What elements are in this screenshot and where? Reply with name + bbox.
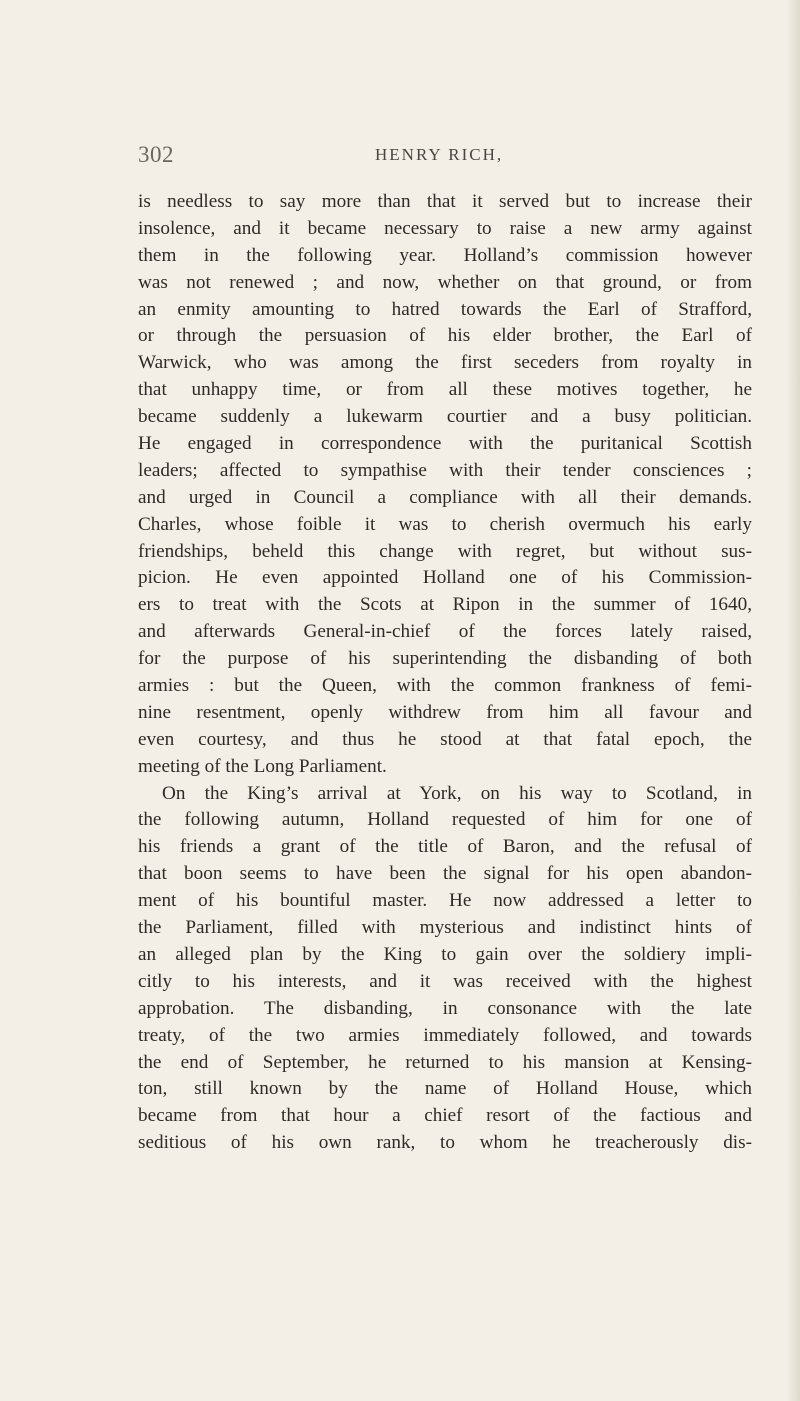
page-number: 302 xyxy=(138,142,174,167)
text-line: treaty, of the two armies immediately followed, and towards xyxy=(138,1024,752,1046)
text-line: He engaged in correspondence with the puritanical Scottish xyxy=(138,433,752,455)
page-header xyxy=(138,142,752,172)
text-line: for the purpose of his superintending the disbanding of both xyxy=(138,648,752,670)
text-line: Warwick, who was among the first seceders from royalty in xyxy=(138,352,752,374)
text-line: ment of his bountiful master. He now addressed a letter to xyxy=(138,890,752,912)
text-line: that unhappy time, or from all these motives together, he xyxy=(138,379,752,401)
running-head: HENRY RICH, xyxy=(375,145,504,164)
text-line: the end of September, he returned to his mansion at Kensing- xyxy=(138,1051,752,1073)
text-line: the following autumn, Holland requested of him for one of xyxy=(138,809,752,831)
text-line: them in the following year. Holland’s commission however xyxy=(138,244,752,266)
text-line: approbation. The disbanding, in consonance with the late xyxy=(138,997,752,1019)
text-line: friendships, beheld this change with regret, but without sus- xyxy=(138,540,752,562)
text-line: was not renewed ; and now, whether on that ground, or from xyxy=(138,271,752,293)
text-line: or through the persuasion of his elder brother, the Earl of xyxy=(138,325,752,347)
text-line: citly to his interests, and it was received with the highest xyxy=(138,970,752,992)
text-line: On the King’s arrival at York, on his way to Scotland, in xyxy=(162,782,752,804)
text-line: is needless to say more than that it served but to increase their xyxy=(138,191,752,212)
text-line: ton, still known by the name of Holland House, which xyxy=(138,1078,752,1100)
text-line: an alleged plan by the King to gain over the soldiery impli- xyxy=(138,943,752,965)
body-text xyxy=(138,189,752,1157)
text-line: armies : but the Queen, with the common frankness of femi- xyxy=(138,675,752,697)
text-line: and afterwards General-in-chief of the forces lately raised, xyxy=(138,621,752,643)
text-line: picion. He even appointed Holland one of his Commission- xyxy=(138,567,752,589)
text-line: Charles, whose foible it was to cherish overmuch his early xyxy=(138,513,752,535)
text-line: an enmity amounting to hatred towards the Earl of Strafford, xyxy=(138,298,752,320)
text-line: the Parliament, filled with mysterious and indistinct hints of xyxy=(138,917,752,939)
text-line: meeting of the Long Parliament. xyxy=(138,755,387,777)
text-line: that boon seems to have been the signal for his open abandon- xyxy=(138,863,752,885)
text-line: even courtesy, and thus he stood at that fatal epoch, the xyxy=(138,728,752,750)
text-line: seditious of his own rank, to whom he treacherously dis- xyxy=(138,1132,752,1154)
text-line: nine resentment, openly withdrew from him all favour and xyxy=(138,701,752,723)
text-line: ers to treat with the Scots at Ripon in the summer of 1640, xyxy=(138,594,752,616)
text-line: became from that hour a chief resort of the factious and xyxy=(138,1105,752,1127)
text-line: his friends a grant of the title of Baron, and the refusal of xyxy=(138,836,752,858)
text-line: and urged in Council a compliance with all their demands. xyxy=(138,486,752,508)
text-line: leaders; affected to sympathise with their tender consciences ; xyxy=(138,459,752,481)
text-line: became suddenly a lukewarm courtier and a busy politician. xyxy=(138,406,752,428)
page-edge-shadow xyxy=(786,0,800,1401)
text-line: insolence, and it became necessary to raise a new army against xyxy=(138,217,752,239)
